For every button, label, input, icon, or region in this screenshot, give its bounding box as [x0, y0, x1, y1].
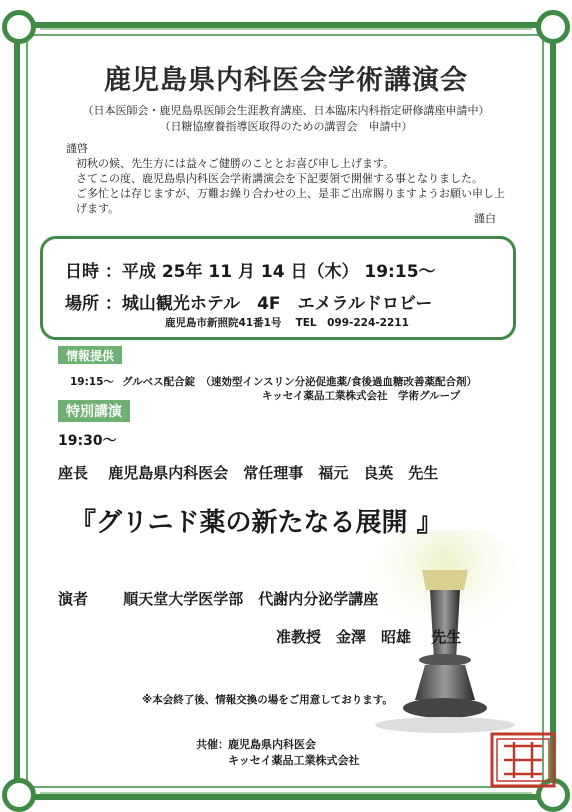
greeting-line: げます。: [76, 202, 120, 215]
frame-corner-ornament: [2, 10, 36, 44]
greeting-closing: 謹白: [474, 212, 496, 225]
special-lecture-tag: 特別講演: [58, 400, 130, 422]
place-label: 場所: [65, 294, 99, 314]
frame-corner-ornament: [2, 778, 36, 812]
host-label: 共催：: [196, 738, 229, 751]
frame-corner-ornament: [536, 10, 570, 44]
accreditation-note-2: （日糖協療養指導医取得のための講習会 申請中）: [159, 120, 413, 133]
greeting-line: ご多忙とは存じますが、万難お繰り合わせの上、是非ご出席賜りますようお願い申し上: [76, 187, 505, 200]
host-1: 鹿児島県内科医会: [228, 738, 316, 751]
special-lecture-time: 19:30～: [58, 433, 117, 449]
greeting-opening: 謹啓: [66, 142, 88, 155]
info-provision-tag: 情報提供: [58, 346, 122, 364]
red-stamp-seal: [488, 730, 558, 790]
datetime-label: 日時: [65, 262, 99, 282]
page-title: 鹿児島県内科医会学術講演会: [104, 65, 468, 96]
info-provision-time: 19:15～: [70, 376, 114, 388]
accreditation-note-1: （日本医師会・鹿児島県医師会生涯教育講座、日本臨床内科指定研修講座申請中）: [82, 104, 490, 117]
info-provision-company: キッセイ薬品工業株式会社 学術グループ: [262, 390, 461, 402]
greeting-line: 初秋の候、先生方には益々ご健勝のこととお喜び申し上げます。: [76, 157, 395, 170]
speaker-name: 准教授 金澤 昭雄 先生: [276, 628, 462, 646]
networking-note: ※本会終了後、情報交換の場をご用意しております。: [142, 694, 393, 706]
host-2: キッセイ薬品工業株式会社: [228, 754, 360, 767]
greeting-line: さてこの度、鹿児島県内科医会学術講演会を下記要領で開催する事となりました。: [76, 172, 483, 185]
datetime-value: ：平成 25年 11 月 14 日（木） 19:15～: [104, 262, 436, 282]
chairperson: 座長 鹿児島県内科医会 常任理事 福元 良英 先生: [58, 464, 439, 482]
event-info-box: [40, 236, 516, 340]
lecture-title: 『グリニド薬の新たなる展開 』: [70, 508, 443, 538]
place-row: [65, 289, 432, 314]
venue-address: 鹿児島市新照院41番1号 TEL 099-224-2211: [165, 317, 409, 329]
datetime-row: [65, 257, 436, 282]
info-provision-drug: グルベス配合錠 （速効型インスリン分泌促進薬/食後過血糖改善薬配合剤）: [122, 376, 477, 388]
place-value: ：城山観光ホテル 4F エメラルドロビー: [104, 294, 433, 314]
speaker-affiliation: 演者 順天堂大学医学部 代謝内分泌学講座: [58, 590, 379, 608]
